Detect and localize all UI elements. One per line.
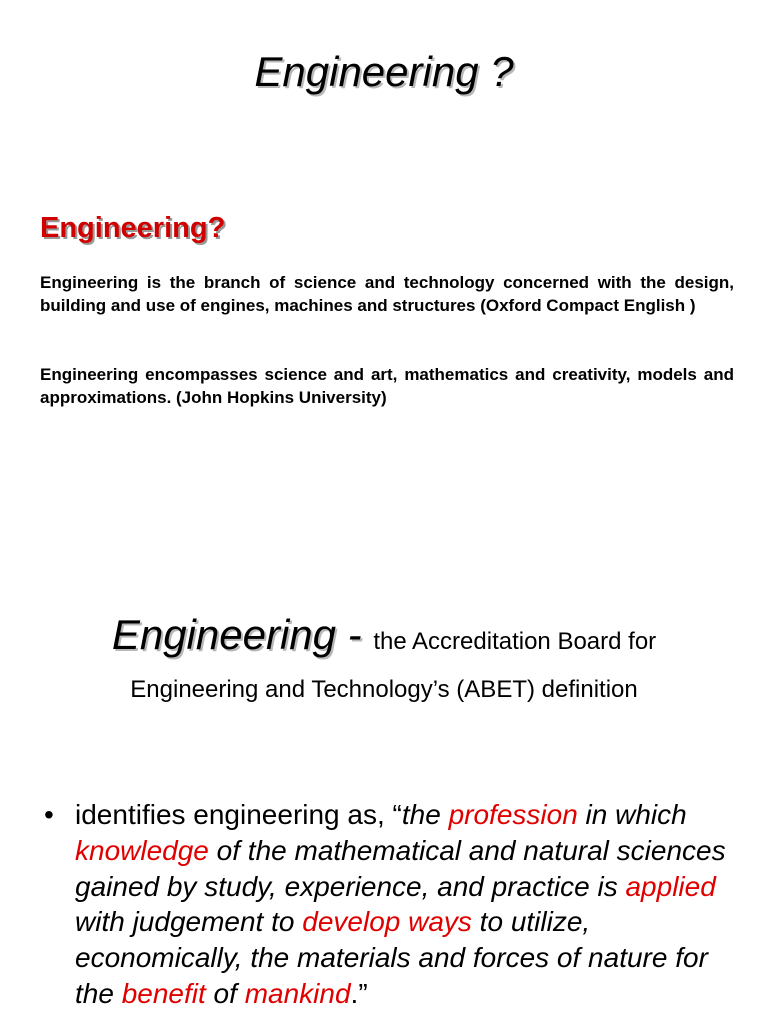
bullet-part: the bbox=[401, 799, 449, 830]
emphasis-profession: profession bbox=[448, 799, 578, 830]
bullet-part: of bbox=[205, 977, 245, 1009]
bullet-part: of the mathematical and natural sciences gained by study, experience, and practice is bbox=[75, 834, 726, 902]
emphasis-develop-ways: develop ways bbox=[302, 906, 472, 938]
bullet-part: with judgement to bbox=[75, 906, 303, 938]
jhu-definition: Engineering encompasses science and art, mathematics and creativity, models and approximations. (John Hopkins University) bbox=[40, 365, 734, 407]
oxford-definition: Engineering is the branch of science and technology concerned with the design, building and use of engines, machines and structures (Oxford Compact English ) bbox=[40, 273, 734, 315]
slide-title: Engineering ? bbox=[254, 48, 514, 95]
bullet-part: identifies engineering as, “ bbox=[75, 799, 402, 830]
emphasis-knowledge: knowledge bbox=[75, 834, 209, 866]
abet-title-main: Engineering bbox=[111, 611, 336, 658]
abet-slide-title bbox=[0, 607, 768, 707]
emphasis-applied: applied bbox=[625, 870, 716, 902]
section-heading: Engineering? bbox=[40, 212, 226, 244]
abet-title-sub-1: the Accreditation Board for bbox=[373, 628, 657, 655]
emphasis-benefit: benefit bbox=[121, 977, 206, 1009]
abet-title-sub-2: Engineering and Technology’s (ABET) definition bbox=[130, 676, 638, 703]
abet-title-dash: - bbox=[336, 611, 374, 658]
bullet-dot-icon: • bbox=[44, 799, 54, 830]
emphasis-mankind: mankind bbox=[244, 977, 351, 1009]
bullet-part: .” bbox=[350, 977, 368, 1009]
abet-definition-text bbox=[75, 797, 734, 1012]
bullet-part: to utilize, economically, the materials and forces of nature for the bbox=[75, 906, 708, 1009]
abet-definition-bullet bbox=[44, 797, 734, 1012]
bullet-part: in which bbox=[577, 799, 687, 830]
